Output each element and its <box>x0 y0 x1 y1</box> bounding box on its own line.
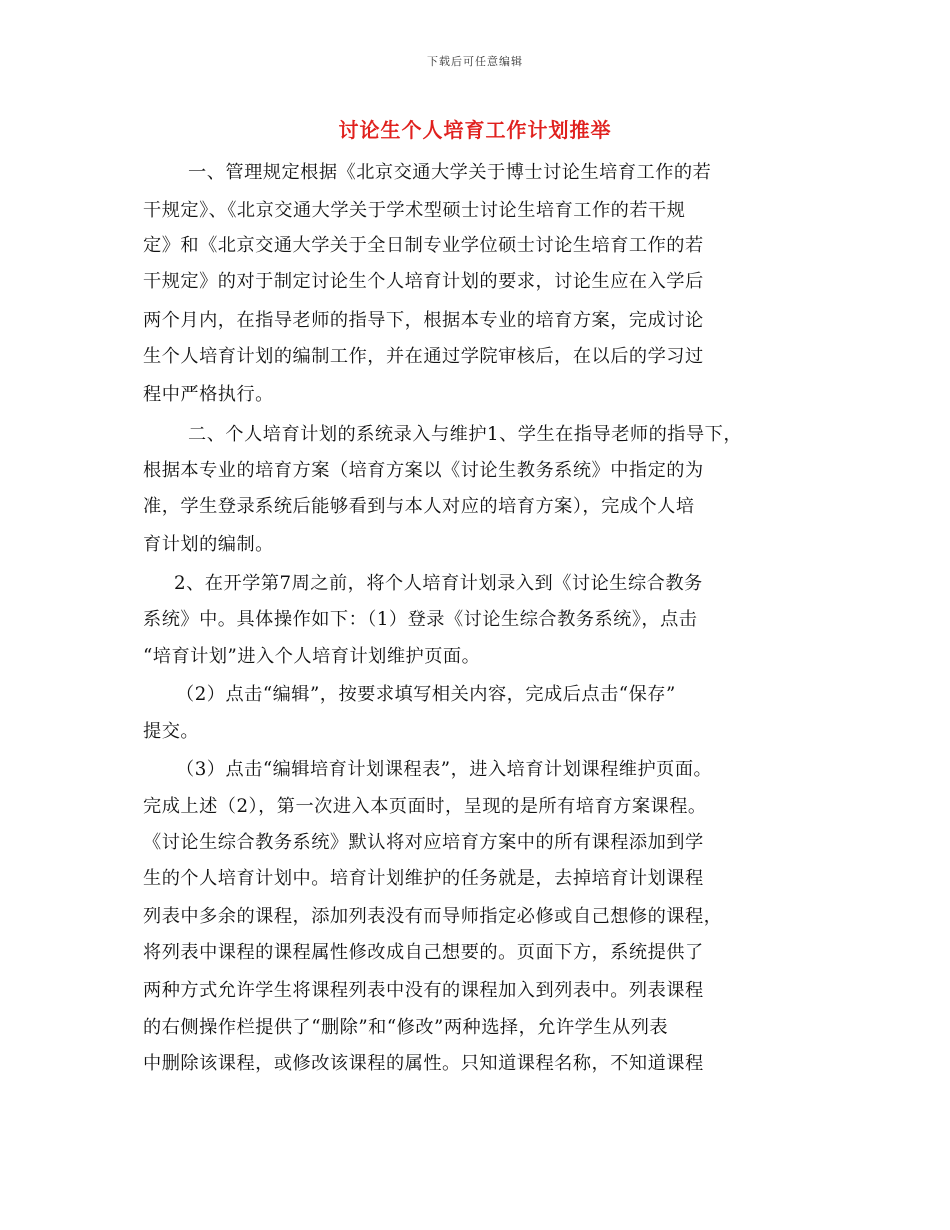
body-line: 准，学生登录系统后能够看到与本人对应的培育方案），完成个人培 <box>143 496 695 517</box>
body-line: 两个月内，在指导老师的指导下，根据本专业的培育方案，完成讨论 <box>143 310 704 331</box>
body-line: 生个人培育计划的编制工作，并在通过学院审核后，在以后的学习过 <box>143 346 704 367</box>
body-line: 2、在开学第7周之前，将个人培育计划录入到《讨论生综合教务 <box>174 573 703 594</box>
body-line: 两种方式允许学生将课程列表中没有的课程加入到列表中。列表课程 <box>143 980 704 1001</box>
body-line: 一、管理规定根据《北京交通大学关于博士讨论生培育工作的若 <box>188 162 712 183</box>
body-line: 二、个人培育计划的系统录入与维护1、学生在指导老师的指导下， <box>188 424 743 445</box>
body-line: 中删除该课程，或修改该课程的属性。只知道课程名称，不知道课程 <box>143 1053 704 1074</box>
body-line: 《讨论生综合教务系统》默认将对应培育方案中的所有课程添加到学 <box>143 832 704 853</box>
body-line: 系统》中。具体操作如下：（1）登录《讨论生综合教务系统》，点击 <box>143 609 698 630</box>
body-line: 将列表中课程的课程属性修改成自己想要的。页面下方，系统提供了 <box>143 942 704 963</box>
body-line: 提交。 <box>143 721 200 742</box>
body-line: （3）点击“编辑培育计划课程表”，进入培育计划课程维护页面。 <box>176 759 713 780</box>
body-line: 程中严格执行。 <box>143 384 274 405</box>
body-line: 干规定》的对于制定讨论生个人培育计划的要求，讨论生应在入学后 <box>143 271 704 292</box>
body-line: （2）点击“编辑”，按要求填写相关内容，完成后点击“保存” <box>176 684 676 705</box>
header-note: 下载后可任意编辑 <box>427 55 523 68</box>
body-line: 生的个人培育计划中。培育计划维护的任务就是，去掉培育计划课程 <box>143 868 704 889</box>
body-line: 定》和《北京交通大学关于全日制专业学位硕士讨论生培育工作的若 <box>143 235 704 256</box>
body-line: 育计划的编制。 <box>143 534 274 555</box>
body-line: 的右侧操作栏提供了“删除”和“修改”两种选择，允许学生从列表 <box>143 1017 669 1038</box>
body-line: 完成上述（2），第一次进入本页面时，呈现的是所有培育方案课程。 <box>143 796 707 817</box>
body-line: 根据本专业的培育方案（培育方案以《讨论生教务系统》中指定的为 <box>143 460 704 481</box>
body-line: 列表中多余的课程，添加列表没有而导师指定必修或自己想修的课程， <box>143 906 723 927</box>
document-title: 讨论生个人培育工作计划推举 <box>338 118 612 142</box>
body-line: “培育计划”进入个人培育计划维护页面。 <box>143 646 481 667</box>
body-line: 干规定》、《北京交通大学关于学术型硕士讨论生培育工作的若干规 <box>143 200 686 221</box>
